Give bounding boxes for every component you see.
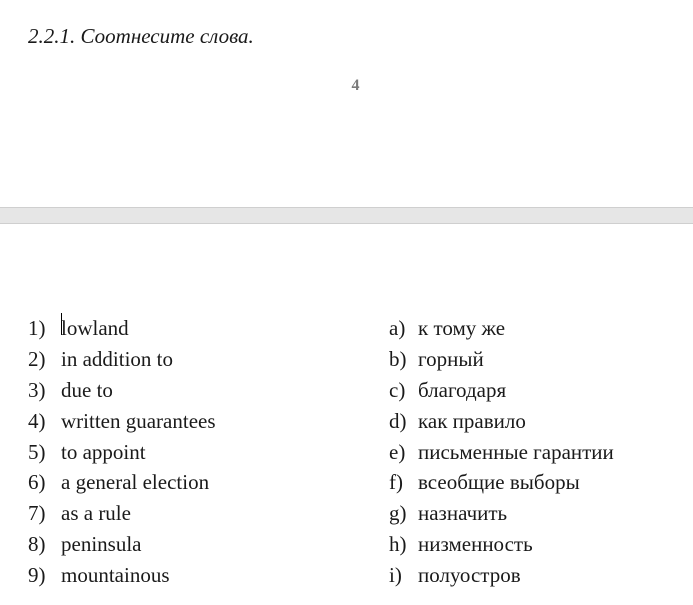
item-letter: f) [389, 470, 403, 495]
list-item[interactable] [389, 437, 614, 468]
item-text: peninsula [61, 532, 142, 557]
item-text: к тому же [418, 316, 506, 340]
item-number: 3) [28, 377, 46, 402]
page-top[interactable] [0, 0, 693, 207]
item-text: всеобщие выборы [418, 470, 580, 495]
item-letter: i) [389, 563, 402, 588]
page-break-gap [0, 207, 693, 224]
item-number: 9) [28, 563, 46, 588]
item-letter: h) [389, 532, 407, 557]
item-text: lowland [61, 316, 129, 340]
list-item[interactable] [389, 467, 614, 498]
item-number: 7) [28, 501, 46, 526]
list-item[interactable] [389, 344, 614, 375]
list-item[interactable] [28, 467, 216, 498]
list-item[interactable] [28, 498, 216, 529]
item-number: 5) [28, 439, 46, 464]
item-letter: g) [389, 501, 407, 526]
item-letter: b) [389, 346, 407, 371]
list-item[interactable] [389, 529, 614, 560]
item-text: to appoint [61, 439, 146, 464]
item-text: written guarantees [61, 408, 216, 433]
item-number: 2) [28, 346, 46, 371]
item-text: as a rule [61, 501, 131, 526]
item-text: полуостров [418, 563, 521, 588]
russian-terms-list [389, 313, 614, 591]
list-item[interactable] [28, 406, 216, 437]
list-item[interactable] [28, 560, 216, 591]
list-item[interactable] [28, 375, 216, 406]
list-item[interactable] [389, 406, 614, 437]
item-text: низменность [418, 532, 533, 557]
item-text: как правило [418, 408, 526, 433]
list-item[interactable] [28, 437, 216, 468]
page-number: 4 [351, 77, 360, 94]
item-letter: c) [389, 377, 406, 402]
list-item[interactable] [389, 313, 614, 344]
item-text: письменные гарантии [418, 439, 614, 464]
item-text: назначить [418, 501, 508, 526]
item-number: 8) [28, 532, 46, 557]
exercise-heading: 2.2.1. Соотнесите слова. [28, 24, 254, 48]
item-text: mountainous [61, 563, 170, 588]
list-item[interactable] [28, 344, 216, 375]
list-item[interactable] [389, 375, 614, 406]
item-text: due to [61, 377, 113, 402]
item-letter: d) [389, 408, 407, 433]
list-item[interactable] [389, 498, 614, 529]
list-item[interactable] [389, 560, 614, 591]
item-letter: e) [389, 439, 406, 464]
item-number: 6) [28, 470, 46, 495]
list-item[interactable] [28, 529, 216, 560]
item-text: in addition to [61, 346, 173, 371]
item-letter: a) [389, 316, 406, 340]
item-text: горный [418, 346, 484, 371]
item-text: a general election [61, 470, 210, 495]
item-number: 4) [28, 408, 46, 433]
item-text: благодаря [418, 377, 507, 402]
english-terms-list [28, 313, 216, 591]
item-number: 1) [28, 316, 46, 340]
list-item[interactable] [28, 313, 216, 344]
